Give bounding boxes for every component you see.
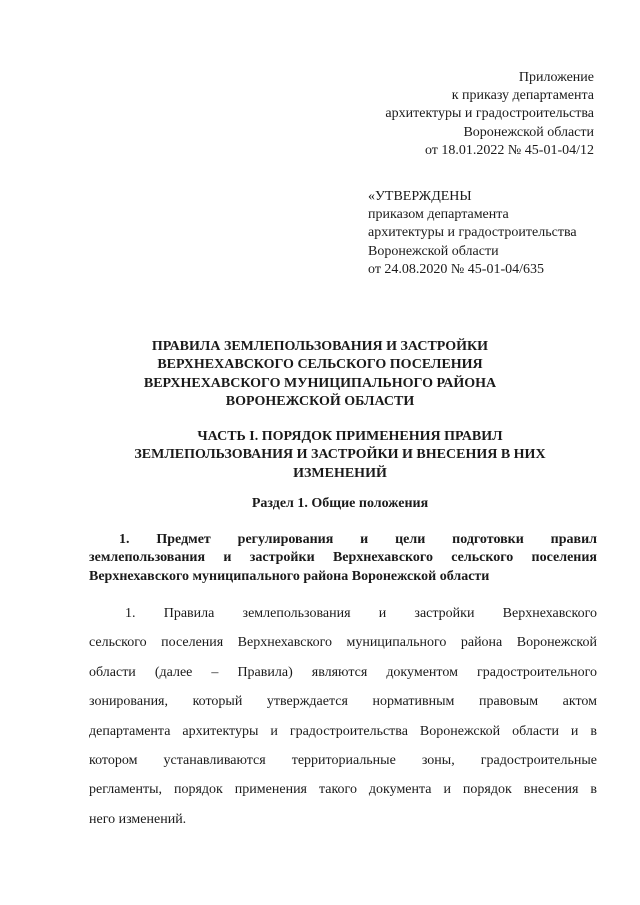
approval-line: от 24.08.2020 № 45-01-04/635 [368, 261, 545, 277]
appendix-line: от 18.01.2022 № 45-01-04/12 [424, 142, 594, 158]
appendix-line: к приказу департамента [451, 88, 594, 104]
paragraph-line: департамента архитектуры и градостроительства Воронежской области и в [89, 723, 597, 739]
part-heading [90, 428, 590, 483]
approval-line: «УТВЕРЖДЕНЫ [368, 189, 472, 204]
approval-line: архитектуры и градостроительства [368, 225, 577, 241]
paragraph-line: 1. Правила землепользования и застройки Верхнехавского [125, 606, 597, 621]
paragraph-1 [89, 599, 597, 834]
part-line: ЧАСТЬ I. ПОРЯДОК ПРИМЕНЕНИЯ ПРАВИЛ [197, 429, 503, 444]
subject-heading [89, 531, 597, 586]
paragraph-line: сельского поселения Верхнехавского муниципального района Воронежской [89, 635, 597, 651]
appendix-line: архитектуры и градостроительства [385, 106, 594, 122]
paragraph-line: области (далее – Правила) являются документом градостроительного [89, 664, 597, 680]
subject-line: 1. Предмет регулирования и цели подготовки правил [119, 532, 597, 547]
title-line: ВОРОНЕЖСКОЙ ОБЛАСТИ [225, 394, 415, 410]
approval-line: Воронежской области [368, 243, 499, 259]
document-title [100, 338, 540, 412]
part-line: ИЗМЕНЕНИЙ [293, 465, 387, 481]
approval-block [368, 188, 618, 279]
appendix-line: Воронежской области [463, 124, 594, 140]
paragraph-line: зонирования, который утверждается нормативным правовым актом [89, 694, 597, 710]
title-line: ВЕРХНЕХАВСКОГО МУНИЦИПАЛЬНОГО РАЙОНА [143, 375, 497, 391]
title-line: ВЕРХНЕХАВСКОГО СЕЛЬСКОГО ПОСЕЛЕНИЯ [157, 357, 483, 373]
paragraph-line: него изменений. [89, 811, 187, 827]
section-heading: Раздел 1. Общие положения [251, 496, 429, 511]
appendix-line: Приложение [518, 70, 594, 85]
subject-line: Верхнехавского муниципального района Воронежской области [89, 568, 490, 584]
paragraph-line: регламенты, порядок применения такого документа и порядок внесения в [89, 782, 597, 798]
approval-line: приказом департамента [368, 207, 509, 223]
title-line: ПРАВИЛА ЗЕМЛЕПОЛЬЗОВАНИЯ И ЗАСТРОЙКИ [151, 339, 489, 354]
paragraph-line: котором устанавливаются территориальные зоны, градостроительные [89, 753, 597, 769]
appendix-block [274, 69, 594, 160]
subject-line: землепользования и застройки Верхнехавского сельского поселения [89, 550, 597, 566]
part-line: ЗЕМЛЕПОЛЬЗОВАНИЯ И ЗАСТРОЙКИ И ВНЕСЕНИЯ В НИХ [134, 447, 546, 463]
